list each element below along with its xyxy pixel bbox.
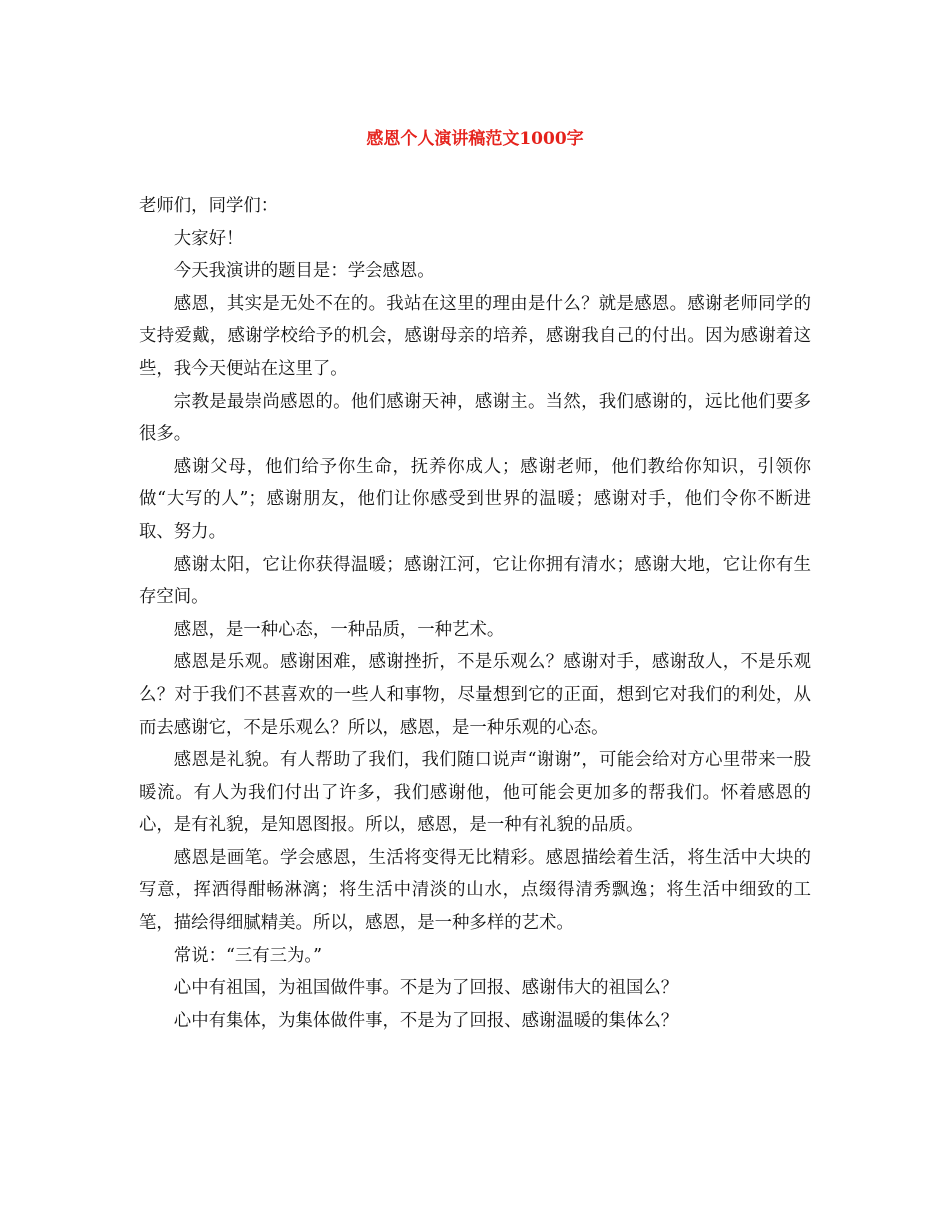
paragraph-thesis: 感恩，是一种心态，一种品质，一种艺术。 [173, 619, 505, 640]
paragraph-topic: 今天我演讲的题目是：学会感恩。 [173, 261, 435, 282]
paragraph-optimism: 感恩是乐观。感谢困难，感谢挫折，不是乐观么？感谢对手，感谢敌人，不是乐观么？对于我们不甚喜欢的一些人和事物，尽量想到它的正面，想到它对我们的利处，从而去感谢它，不是乐观么？所以，感恩，是一种乐观的心态。 [139, 652, 811, 738]
paragraph-saying: 常说：“三有三为。” [173, 945, 323, 966]
paragraph-thank-people: 感谢父母，他们给予你生命，抚养你成人；感谢老师，他们教给你知识，引领你做“大写的人”；感谢朋友，他们让你感受到世界的温暖；感谢对手，他们令你不断进取、努力。 [139, 456, 811, 542]
paragraph-greeting: 大家好！ [173, 228, 244, 249]
paragraph-collective: 心中有集体，为集体做件事，不是为了回报、感谢温暖的集体么？ [173, 1010, 679, 1031]
paragraph-motherland: 心中有祖国，为祖国做件事。不是为了回报、感谢伟大的祖国么？ [173, 978, 679, 999]
paragraph-gratitude-everywhere: 感恩，其实是无处不在的。我站在这里的理由是什么？就是感恩。感谢老师同学的支持爱戴，感谢学校给予的机会，感谢母亲的培养，感谢我自己的付出。因为感谢着这些，我今天便站在这里了。 [139, 293, 811, 379]
salutation: 老师们，同学们： [139, 196, 279, 216]
document-body [139, 190, 811, 1037]
paragraph-art: 感恩是画笔。学会感恩，生活将变得无比精彩。感恩描绘着生活，将生活中大块的写意，挥洒得酣畅淋漓；将生活中清淡的山水，点缀得清秀飘逸；将生活中细致的工笔，描绘得细腻精美。所以，感恩，是一种多样的艺术。 [139, 847, 811, 934]
paragraph-religion: 宗教是最崇尚感恩的。他们感谢天神，感谢主。当然，我们感谢的，远比他们要多很多。 [139, 391, 811, 445]
paragraph-thank-nature: 感谢太阳，它让你获得温暖；感谢江河，它让你拥有清水；感谢大地，它让你有生存空间。 [139, 554, 811, 608]
paragraph-courtesy: 感恩是礼貌。有人帮助了我们，我们随口说声“谢谢”，可能会给对方心里带来一股暖流。有人为我们付出了许多，我们感谢他，他可能会更加多的帮我们。怀着感恩的心，是有礼貌，是知恩图报。所以，感恩，是一种有礼貌的品质。 [139, 750, 811, 836]
document-title: 感恩个人演讲稿范文1000字 [366, 129, 584, 149]
